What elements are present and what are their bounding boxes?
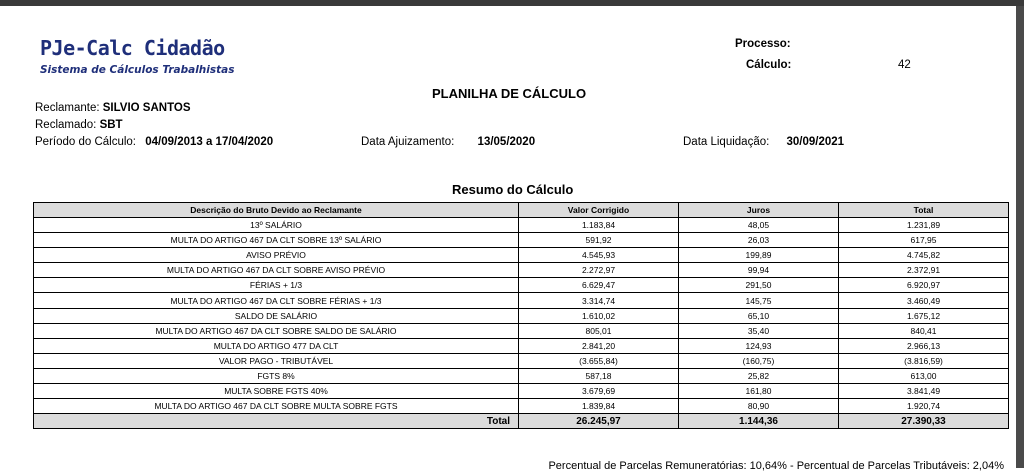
total-label: Total: [34, 414, 519, 429]
total-cell: 613,00: [839, 368, 1009, 383]
descricao-cell: FGTS 8%: [34, 368, 519, 383]
descricao-cell: MULTA DO ARTIGO 467 DA CLT SOBRE 13º SALÁRIO: [34, 233, 519, 248]
periodo-value: 04/09/2013 a 17/04/2020: [145, 136, 274, 148]
document-title: PLANILHA DE CÁLCULO: [432, 86, 587, 101]
ajuizamento-line: [361, 136, 535, 148]
descricao-cell: AVISO PRÉVIO: [34, 248, 519, 263]
reclamante-value: SILVIO SANTOS: [102, 102, 191, 114]
total-cell: 1.675,12: [839, 308, 1009, 323]
descricao-cell: MULTA SOBRE FGTS 40%: [34, 384, 519, 399]
total-cell: (3.816,59): [839, 353, 1009, 368]
valor-corrigido-cell: 805,01: [519, 323, 679, 338]
total-valor-corrigido: 26.245,97: [519, 414, 679, 429]
total-geral: 27.390,33: [839, 414, 1009, 429]
total-cell: 3.460,49: [839, 293, 1009, 308]
table-header-row: [34, 203, 1009, 218]
total-cell: 2.966,13: [839, 338, 1009, 353]
liquidacao-line: [683, 136, 844, 148]
reclamado-line: [35, 119, 123, 131]
periodo-line: [35, 136, 273, 148]
document-page: [0, 6, 1016, 472]
table-row: [34, 368, 1009, 383]
reclamado-value: SBT: [99, 119, 123, 131]
table-row: [34, 218, 1009, 233]
total-juros: 1.144,36: [679, 414, 839, 429]
column-header-descricao: Descrição do Bruto Devido ao Reclamante: [34, 203, 519, 218]
total-cell: 1.920,74: [839, 399, 1009, 414]
total-cell: 6.920,97: [839, 278, 1009, 293]
descricao-cell: MULTA DO ARTIGO 467 DA CLT SOBRE MULTA SOBRE FGTS: [34, 399, 519, 414]
table-row: [34, 233, 1009, 248]
juros-cell: 80,90: [679, 399, 839, 414]
processo-label: Processo:: [735, 38, 791, 50]
total-row: [34, 414, 1009, 429]
descricao-cell: MULTA DO ARTIGO 477 DA CLT: [34, 338, 519, 353]
table-row: [34, 248, 1009, 263]
percentual-footer: Percentual de Parcelas Remuneratórias: 10,64% - Percentual de Parcelas Tributáveis: 2,04%: [548, 460, 1004, 472]
valor-corrigido-cell: 587,18: [519, 368, 679, 383]
descricao-cell: MULTA DO ARTIGO 467 DA CLT SOBRE FÉRIAS + 1/3: [34, 293, 519, 308]
juros-cell: 26,03: [679, 233, 839, 248]
column-header-juros: Juros: [679, 203, 839, 218]
total-cell: 1.231,89: [839, 218, 1009, 233]
app-logo-subtitle: Sistema de Cálculos Trabalhistas: [40, 64, 235, 76]
liquidacao-value: 30/09/2021: [786, 136, 845, 148]
table-row: [34, 353, 1009, 368]
descricao-cell: SALDO DE SALÁRIO: [34, 308, 519, 323]
table-row: [34, 338, 1009, 353]
valor-corrigido-cell: 3.679,69: [519, 384, 679, 399]
reclamante-label: Reclamante:: [35, 102, 100, 114]
table-row: [34, 263, 1009, 278]
descricao-cell: MULTA DO ARTIGO 467 DA CLT SOBRE SALDO DE SALÁRIO: [34, 323, 519, 338]
juros-cell: 161,80: [679, 384, 839, 399]
descricao-cell: MULTA DO ARTIGO 467 DA CLT SOBRE AVISO PRÉVIO: [34, 263, 519, 278]
summary-title: Resumo do Cálculo: [452, 182, 574, 197]
app-logo-title: PJe-Calc Cidadão: [40, 36, 225, 60]
calculo-value: 42: [898, 59, 911, 71]
valor-corrigido-cell: 2.272,97: [519, 263, 679, 278]
valor-corrigido-cell: (3.655,84): [519, 353, 679, 368]
viewer-scrollbar[interactable]: [1016, 6, 1024, 468]
descricao-cell: FÉRIAS + 1/3: [34, 278, 519, 293]
juros-cell: 199,89: [679, 248, 839, 263]
calculo-label: Cálculo:: [746, 59, 792, 71]
table-row: [34, 278, 1009, 293]
juros-cell: (160,75): [679, 353, 839, 368]
valor-corrigido-cell: 1.610,02: [519, 308, 679, 323]
table-row: [34, 399, 1009, 414]
juros-cell: 35,40: [679, 323, 839, 338]
valor-corrigido-cell: 591,92: [519, 233, 679, 248]
total-cell: 840,41: [839, 323, 1009, 338]
juros-cell: 99,94: [679, 263, 839, 278]
juros-cell: 48,05: [679, 218, 839, 233]
ajuizamento-label: Data Ajuizamento:: [361, 136, 455, 148]
table-row: [34, 323, 1009, 338]
valor-corrigido-cell: 4.545,93: [519, 248, 679, 263]
juros-cell: 65,10: [679, 308, 839, 323]
summary-table: [33, 202, 1009, 429]
total-cell: 3.841,49: [839, 384, 1009, 399]
total-cell: 2.372,91: [839, 263, 1009, 278]
valor-corrigido-cell: 1.839,84: [519, 399, 679, 414]
valor-corrigido-cell: 2.841,20: [519, 338, 679, 353]
descricao-cell: 13º SALÁRIO: [34, 218, 519, 233]
juros-cell: 25,82: [679, 368, 839, 383]
table-row: [34, 308, 1009, 323]
valor-corrigido-cell: 6.629,47: [519, 278, 679, 293]
juros-cell: 291,50: [679, 278, 839, 293]
column-header-total: Total: [839, 203, 1009, 218]
column-header-valor-corrigido: Valor Corrigido: [519, 203, 679, 218]
total-cell: 617,95: [839, 233, 1009, 248]
valor-corrigido-cell: 3.314,74: [519, 293, 679, 308]
liquidacao-label: Data Liquidação:: [683, 136, 770, 148]
table-row: [34, 293, 1009, 308]
juros-cell: 145,75: [679, 293, 839, 308]
table-row: [34, 384, 1009, 399]
reclamante-line: [35, 102, 191, 114]
ajuizamento-value: 13/05/2020: [477, 136, 536, 148]
juros-cell: 124,93: [679, 338, 839, 353]
periodo-label: Período do Cálculo:: [35, 136, 137, 148]
valor-corrigido-cell: 1.183,84: [519, 218, 679, 233]
total-cell: 4.745,82: [839, 248, 1009, 263]
descricao-cell: VALOR PAGO - TRIBUTÁVEL: [34, 353, 519, 368]
reclamado-label: Reclamado:: [35, 119, 97, 131]
